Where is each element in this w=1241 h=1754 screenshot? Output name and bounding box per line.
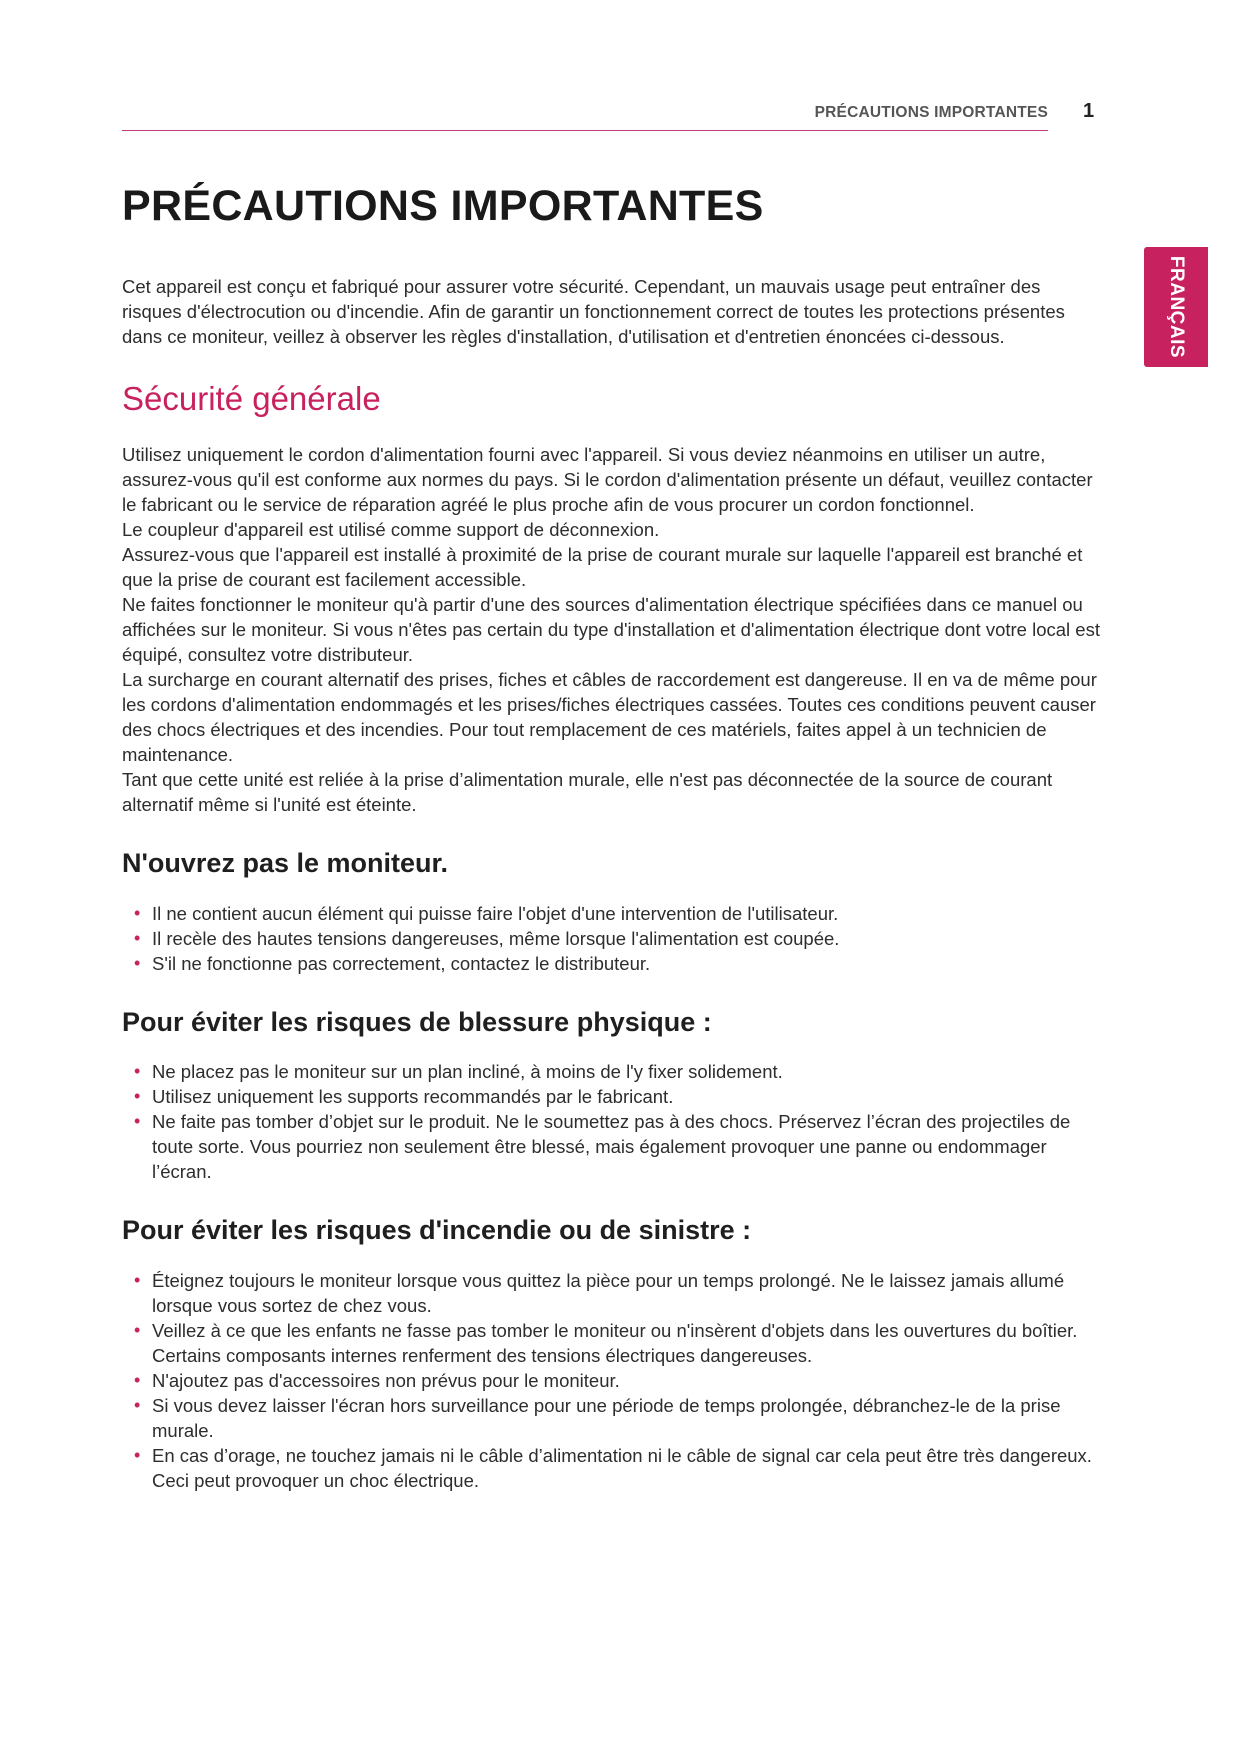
list-item-text: Il recèle des hautes tensions dangereuses, même lorsque l'alimentation est coupée.: [152, 927, 840, 949]
section-heading-general-safety: Sécurité générale: [122, 379, 381, 417]
page-title: PRÉCAUTIONS IMPORTANTES: [122, 182, 764, 230]
bullet-icon: •: [134, 1444, 141, 1465]
general-safety-body: [122, 442, 1102, 817]
list-item-text: Éteignez toujours le moniteur lorsque vous quittez la pièce pour un temps prolongé. Ne le laissez jamais allumé lorsque vous sortez de chez vous.: [152, 1269, 1065, 1316]
subheading-do-not-open: N'ouvrez pas le moniteur.: [122, 848, 449, 879]
list-item-text: Si vous devez laisser l'écran hors surveillance pour une période de temps prolongée, débranchez-le de la prise murale.: [152, 1394, 1061, 1441]
running-header: [122, 98, 1048, 131]
bullet-icon: •: [134, 1269, 141, 1290]
list-item: [134, 1109, 1102, 1184]
general-safety-paragraph: La surcharge en courant alternatif des prises, fiches et câbles de raccordement est dangereuse. Il en va de même pour les cordons d'alimentation endommagés et les prises/fiches électriques cassées. Toutes ces conditions peuvent causer des chocs électriques et des incendies. Pour tout remplacement de ces matériels, faites appel à un technicien de maintenance.: [122, 669, 1097, 766]
list-item: [134, 1318, 1102, 1368]
list-item-text: Utilisez uniquement les supports recommandés par le fabricant.: [152, 1086, 674, 1108]
bullet-icon: •: [134, 952, 141, 973]
bullet-icon: •: [134, 902, 141, 923]
do-not-open-list: [122, 901, 1102, 976]
intro-paragraph: Cet appareil est conçu et fabriqué pour assurer votre sécurité. Cependant, un mauvais usage peut entraîner des risques d'électrocution ou d'incendie. Afin de garantir un fonctionnement correct de toutes les protections présentes dans ce moniteur, veillez à observer les règles d'installation, d'utilisation et d'entretien énoncées ci-dessous.: [122, 275, 1065, 347]
bullet-icon: •: [134, 1319, 141, 1340]
subheading-fire: Pour éviter les risques d'incendie ou de sinistre :: [122, 1215, 752, 1246]
general-safety-paragraph: Assurez-vous que l'appareil est installé à proximité de la prise de courant murale sur laquelle l'appareil est branché et que la prise de courant est facilement accessible.: [122, 544, 1083, 591]
bullet-icon: •: [134, 927, 141, 948]
injury-list: [122, 1059, 1102, 1184]
list-item-text: N'ajoutez pas d'accessoires non prévus pour le moniteur.: [152, 1369, 620, 1391]
list-item: [134, 951, 1102, 976]
bullet-icon: •: [134, 1061, 141, 1082]
list-item: [134, 901, 1102, 926]
language-tab: [1144, 247, 1208, 367]
bullet-icon: •: [134, 1086, 141, 1107]
general-safety-paragraph: Tant que cette unité est reliée à la prise d’alimentation murale, elle n'est pas déconnectée de la source de courant alternatif même si l'unité est éteinte.: [122, 769, 1053, 816]
list-item: [134, 1084, 1102, 1109]
list-item: [134, 926, 1102, 951]
list-item: [134, 1393, 1102, 1443]
running-header-title: PRÉCAUTIONS IMPORTANTES: [814, 104, 1048, 121]
page-number: 1: [1083, 100, 1095, 122]
subheading-injury: Pour éviter les risques de blessure physique :: [122, 1006, 712, 1037]
list-item: [134, 1268, 1102, 1318]
bullet-icon: •: [134, 1111, 141, 1132]
language-tab-label: FRANÇAIS: [1166, 255, 1187, 359]
list-item: [134, 1443, 1102, 1493]
list-item-text: Ne placez pas le moniteur sur un plan incliné, à moins de l'y fixer solidement.: [152, 1061, 783, 1083]
list-item-text: En cas d’orage, ne touchez jamais ni le câble d’alimentation ni le câble de signal car cela peut être très dangereux. Ceci peut provoquer un choc électrique.: [152, 1444, 1092, 1491]
list-item-text: S'il ne fonctionne pas correctement, contactez le distributeur.: [152, 952, 651, 974]
list-item-text: Ne faite pas tomber d’objet sur le produit. Ne le soumettez pas à des chocs. Préservez l’écran des projectiles de toute sorte. Vous pourriez non seulement être blessé, mais également provoquer une panne ou endommager l’écran.: [152, 1111, 1071, 1183]
fire-list: [122, 1268, 1102, 1493]
general-safety-paragraph: Ne faites fonctionner le moniteur qu'à partir d'une des sources d'alimentation électrique spécifiées dans ce manuel ou affichées sur le moniteur. Si vous n'êtes pas certain du type d'installation et d'alimentation électrique dont votre local est équipé, consultez votre distributeur.: [122, 594, 1100, 666]
list-item: [134, 1059, 1102, 1084]
bullet-icon: •: [134, 1394, 141, 1415]
bullet-icon: •: [134, 1369, 141, 1390]
general-safety-paragraph: Utilisez uniquement le cordon d'alimentation fourni avec l'appareil. Si vous deviez néanmoins en utiliser un autre, assurez-vous qu'il est conforme aux normes du pays. Si le cordon d'alimentation présente un défaut, veuillez contacter le fabricant ou le service de réparation agréé le plus proche afin de vous procurer un cordon fonctionnel.: [122, 444, 1093, 516]
list-item-text: Il ne contient aucun élément qui puisse faire l'objet d'une intervention de l'utilisateur.: [152, 902, 839, 924]
list-item: [134, 1368, 1102, 1393]
list-item-text: Veillez à ce que les enfants ne fasse pas tomber le moniteur ou n'insèrent d'objets dans les ouvertures du boîtier. Certains composants internes renferment des tensions électriques dangereuses.: [152, 1319, 1078, 1366]
general-safety-paragraph: Le coupleur d'appareil est utilisé comme support de déconnexion.: [122, 519, 660, 541]
page-content: [122, 180, 1102, 1493]
